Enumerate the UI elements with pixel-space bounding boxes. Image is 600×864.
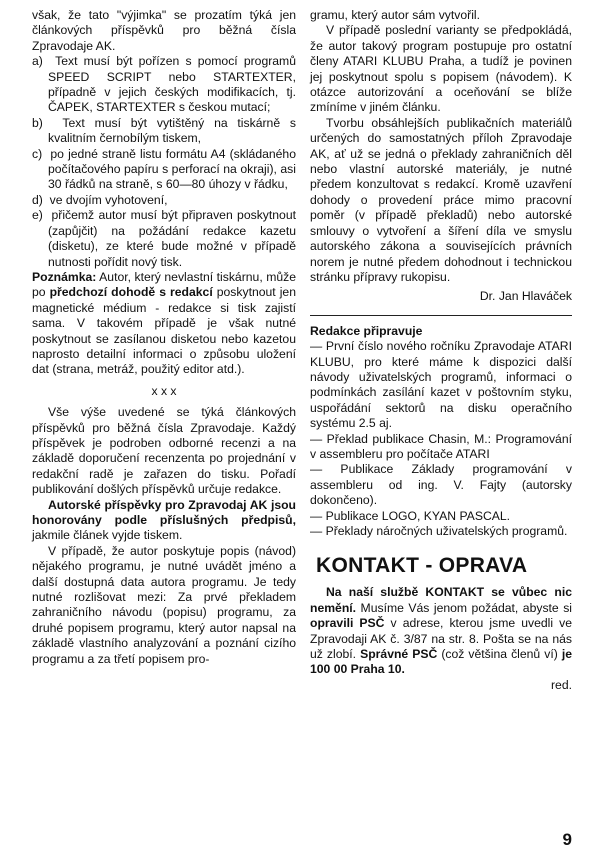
kontakt-bold: je 100 00 Praha 10. <box>310 647 572 677</box>
note-paragraph <box>32 270 296 378</box>
right-column <box>310 8 572 693</box>
prep-item: — Publikace LOGO, KYAN PASCAL. <box>310 508 511 523</box>
left-column <box>32 8 296 667</box>
prep-heading <box>310 324 572 339</box>
list-item-e: e) přičemž autor musí být připraven poskytnout (zapůjčit) na požádání redakce kazetu (disketu), ze které bude možné v případě nutnosti pořídit nový tisk. <box>32 208 296 269</box>
prep-item: — Překlad publikace Chasin, M.: Programování v assembleru pro počítače ATARI <box>310 431 572 461</box>
honorarium-paragraph <box>32 498 296 544</box>
paragraph: Tvorbu obsáhlejších publikačních materiálů určených do samostatných příloh Zpravodaje AK, ať už se jedná o překlady zahraničních děl nebo vlastní autorské materiály, je nutné předem konzultovat s redakcí. Kromě uzavření dohody o provedení práce mimo pracovní poměr (v případě překladů) nebo autorské smlouvy o vytvoření a šíření díla ve smyslu autorského zákona a souvisejících právních norem je nutné předem dohodnout i technickou stránku přípravy rukopisu. <box>310 115 572 284</box>
section-separator: x x x <box>151 383 177 398</box>
kontakt-text: (což většina členů ví) <box>437 647 562 662</box>
author-signature: Dr. Jan Hlaváček <box>479 289 572 304</box>
list-item-b: b) Text musí být vytištěný na tiskárně s kvalitním černobílým tiskem, <box>32 115 296 146</box>
paragraph: Vše výše uvedené se týká článkových příspěvků pro běžná čísla Zpravodaje. Každý příspěvek je podroben odborné recenzi a na základě doporučení recenzenta po projednání v redakční radě je zařazen do tisku. Pořadí publikování došlých příspěvků určuje redakce. <box>32 405 296 497</box>
list-item-c: c) po jedné straně listu formátu A4 (skládaného počítačového papíru s perforací na okraji), asi 30 řádků na straně, s 60—80 úhozy v řádku, <box>32 146 296 192</box>
kontakt-bold: Správné PSČ <box>360 647 438 662</box>
paragraph: V případě, že autor poskytuje popis (návod) nějakého programu, je nutné uvádět jméno a další dostupná data autora programu. Je tedy nutné rozlišovat mezi: Za prvé překladem zahraničního návodu (popisu) programu, za druhé popisem programu, který autor napsal na základě vlastního analyzování a poznání cizího programu a za třetí popisem pro- <box>32 543 296 666</box>
prep-item: — Překlady náročných uživatelských programů. <box>310 524 568 538</box>
prep-heading-text: Redakce připravuje <box>310 323 423 338</box>
note-text-2: poskytnout jen magnetické médium - redakce si tisk zajistí sama. V takovém případě je však nutné poskytnout se zasílanou disketou nebo kazetou naprosto detailní informaci o způsobu uložení dat (strana, metráž, použitý editor atd.). <box>32 285 296 377</box>
paragraph: gramu, který autor sám vytvořil. <box>310 8 480 22</box>
note-bold: předchozí dohodě s redakcí <box>49 285 213 300</box>
kontakt-heading: KONTAKT - OPRAVA <box>316 554 528 578</box>
honorarium-bold: Autorské příspěvky pro Zpravodaj AK jsou honorovány podle příslušných předpisů, <box>32 497 296 527</box>
divider <box>310 315 572 316</box>
kontakt-text: v adrese, kterou jsme uvedli ve Zpravodaji AK č. 3/87 na str. 8. Pošta se na nás už zlobí. <box>310 616 572 662</box>
note-text-1: Autor, který nevlastní tiskárnu, může po <box>32 269 296 300</box>
kontakt-bold: Na naší službě KONTAKT se vůbec nic nemění. <box>310 585 572 615</box>
honorarium-rest: jakmile článek vyjde tiskem. <box>32 528 183 543</box>
prep-item: — Publikace Základy programování v assembleru od ing. V. Fajty (autorsky dokončeno). <box>310 462 572 508</box>
kontakt-signature: red. <box>550 677 572 692</box>
kontakt-bold: opravili PSČ <box>310 616 385 631</box>
kontakt-paragraph <box>310 585 572 677</box>
paragraph: V případě poslední varianty se předpokládá, že autor takový program postupuje pro ostatní členy ATARI KLUBU Praha, a tudíž je povinen jej poskytnout spolu s popisem (návodem). K otázce autorizování a oceňování se blíže zmíníme v jiném článku. <box>310 23 572 115</box>
note-label: Poznámka: <box>32 269 97 284</box>
page-number: 9 <box>562 830 572 849</box>
paragraph: však, že tato "výjimka" se prozatím týká jen článkových příspěvků pro běžná čísla Zpravodaje AK. <box>32 8 296 53</box>
prep-item: — První číslo nového ročníku Zpravodaje ATARI KLUBU, pro které máme k dispozici další návody uživatelských programů, informaci o podmínkách zasílání kazet v poštovním styku, uspořádání sektorů na disku operačního systému 2.5 aj. <box>310 339 572 431</box>
list-item-a: a) Text musí být pořízen s pomocí programů SPEED SCRIPT nebo STARTEXTER, případně v jejich českých modifikacích, tj. ČAPEK, STARTEXTER s českou mutací; <box>32 54 296 115</box>
kontakt-text: Musíme Vás jenom požádat, abyste si <box>356 600 572 615</box>
list-item-d: d) ve dvojím vyhotovení, <box>32 192 168 207</box>
